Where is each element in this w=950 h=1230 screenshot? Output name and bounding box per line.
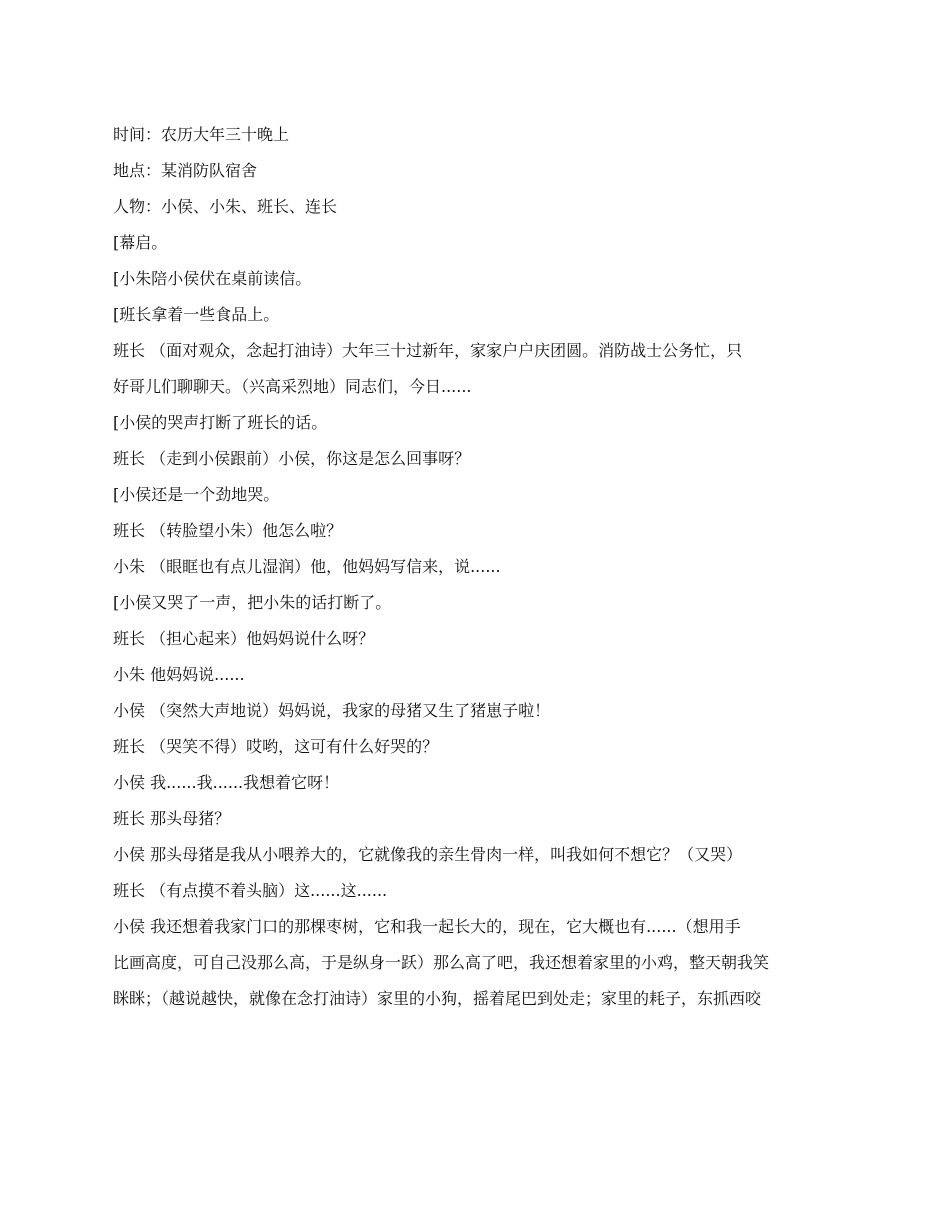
stage-direction: [小侯的哭声打断了班长的话。 bbox=[113, 413, 328, 432]
script-text bbox=[113, 125, 843, 1025]
text-line-time: 时间：农历大年三十晚上 bbox=[113, 125, 290, 144]
dialogue-line: 班长 （哭笑不得）哎哟，这可有什么好哭的？ bbox=[113, 737, 439, 756]
dialogue-line: 小侯 那头母猪是我从小喂养大的，它就像我的亲生骨肉一样，叫我如何不想它？（又哭） bbox=[113, 845, 743, 864]
dialogue-line: 眯眯；（越说越快，就像在念打油诗）家里的小狗，摇着尾巴到处走；家里的耗子，东抓西咬 bbox=[113, 989, 762, 1008]
text-line-place: 地点：某消防队宿舍 bbox=[113, 161, 258, 180]
text-line-characters: 人物：小侯、小朱、班长、连长 bbox=[113, 197, 338, 216]
dialogue-line: 班长 （走到小侯跟前）小侯，你这是怎么回事呀？ bbox=[113, 449, 471, 468]
stage-direction: [小侯又哭了一声，把小朱的话打断了。 bbox=[113, 593, 392, 612]
dialogue-line: 班长 （担心起来）他妈妈说什么呀？ bbox=[113, 629, 375, 648]
dialogue-line: 小侯 我还想着我家门口的那棵枣树，它和我一起长大的，现在，它大概也有......（想用手 bbox=[113, 917, 741, 936]
dialogue-line: 班长 （有点摸不着头脑）这......这...... bbox=[113, 881, 388, 900]
stage-direction: [小朱陪小侯伏在桌前读信。 bbox=[113, 269, 312, 288]
stage-direction: [班长拿着一些食品上。 bbox=[113, 305, 280, 324]
dialogue-line: 班长 （面对观众，念起打油诗）大年三十过新年，家家户户庆团圆。消防战士公务忙，只 bbox=[113, 341, 743, 360]
stage-direction: [小侯还是一个劲地哭。 bbox=[113, 485, 280, 504]
dialogue-line: 班长 （转脸望小朱）他怎么啦？ bbox=[113, 521, 343, 540]
dialogue-line: 好哥儿们聊聊天。（兴高采烈地）同志们，今日...... bbox=[113, 377, 472, 396]
dialogue-line: 小侯 （突然大声地说）妈妈说，我家的母猪又生了猪崽子啦！ bbox=[113, 701, 551, 720]
dialogue-line: 小侯 我......我......我想着它呀！ bbox=[113, 773, 340, 792]
dialogue-line: 比画高度，可自己没那么高，于是纵身一跃）那么高了吧，我还想着家里的小鸡，整天朝我笑 bbox=[113, 953, 770, 972]
dialogue-line: 小朱 他妈妈说...... bbox=[113, 665, 245, 684]
dialogue-line: 小朱 （眼眶也有点儿湿润）他，他妈妈写信来，说...... bbox=[113, 557, 501, 576]
stage-direction: [幕启。 bbox=[113, 233, 168, 252]
dialogue-line: 班长 那头母猪？ bbox=[113, 809, 231, 828]
